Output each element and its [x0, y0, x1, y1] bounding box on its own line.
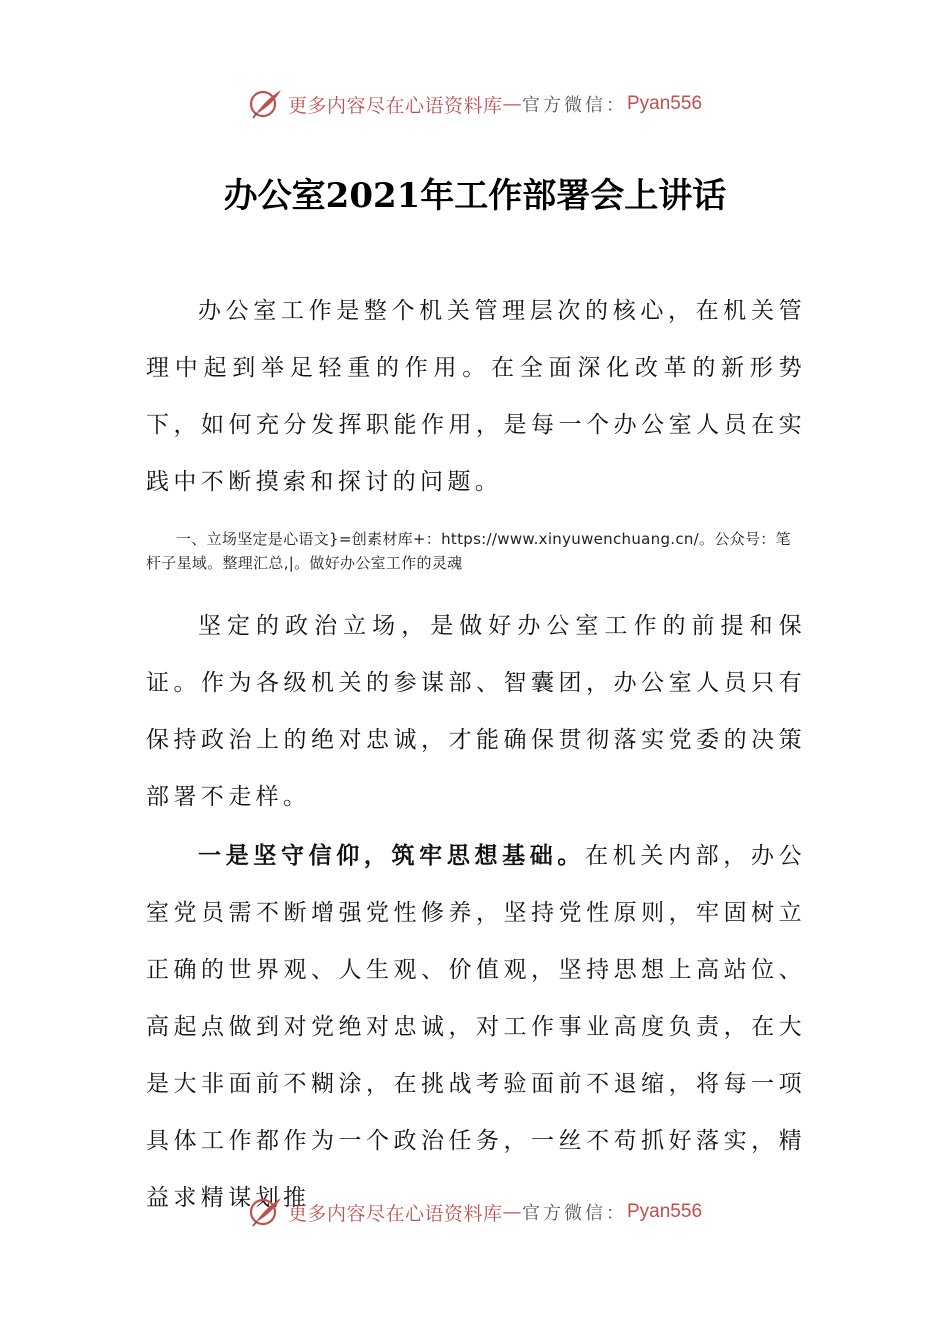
header-wechat-label: 官方微信：	[522, 95, 627, 116]
header-dash: —	[502, 93, 522, 115]
header-wechat-id: Pyan556	[627, 93, 703, 114]
section-paragraph: 坚定的政治立场，是做好办公室工作的前提和保证。作为各级机关的参谋部、智囊团，办公室人员只有保持政治上的绝对忠诚，才能确保贯彻落实党委的决策部署不走样。	[146, 613, 806, 810]
document-title: 办公室2021年工作部署会上讲话	[223, 176, 727, 216]
point-one-lead: 一是坚守信仰，筑牢思想基础。	[198, 842, 586, 869]
quill-logo-icon	[248, 1195, 284, 1229]
point-one-paragraph	[146, 827, 806, 1227]
header-slogan: 更多内容尽在心语资料库	[287, 94, 503, 117]
section-heading: 一、立场坚定是心语文}=创素材库+：https://www.xinyuwenchuang.cn/。公众号：笔杆子星域。整理汇总,|。做好办公室工作的灵魂	[146, 530, 791, 572]
footer-wechat-id: Pyan556	[627, 1201, 703, 1222]
footer-dash: —	[502, 1201, 522, 1223]
section-heading-block	[146, 527, 806, 575]
point-one-body: 在机关内部，办公室党员需不断增强党性修养，坚持党性原则，牢固树立正确的世界观、人生观、价值观，坚持思想上高站位、高起点做到对党绝对忠诚，对工作事业高度负责，在大是大非面前不糊涂，在挑战考验面前不退缩，将每一项具体工作都作为一个政治任务，一丝不苟抓好落实，精益求精谋划推	[146, 843, 806, 1211]
footer-wechat-label: 官方微信：	[522, 1203, 627, 1224]
footer-banner	[0, 1192, 950, 1232]
intro-paragraph: 办公室工作是整个机关管理层次的核心，在机关管理中起到举足轻重的作用。在全面深化改革的新形势下，如何充分发挥职能作用，是每一个办公室人员在实践中不断摸索和探讨的问题。	[146, 298, 806, 495]
intro-block	[146, 283, 806, 511]
header-banner	[0, 84, 950, 124]
section-block	[146, 598, 806, 826]
point-one-block	[146, 827, 806, 1227]
footer-slogan: 更多内容尽在心语资料库	[287, 1202, 503, 1225]
quill-logo-icon	[248, 87, 284, 121]
